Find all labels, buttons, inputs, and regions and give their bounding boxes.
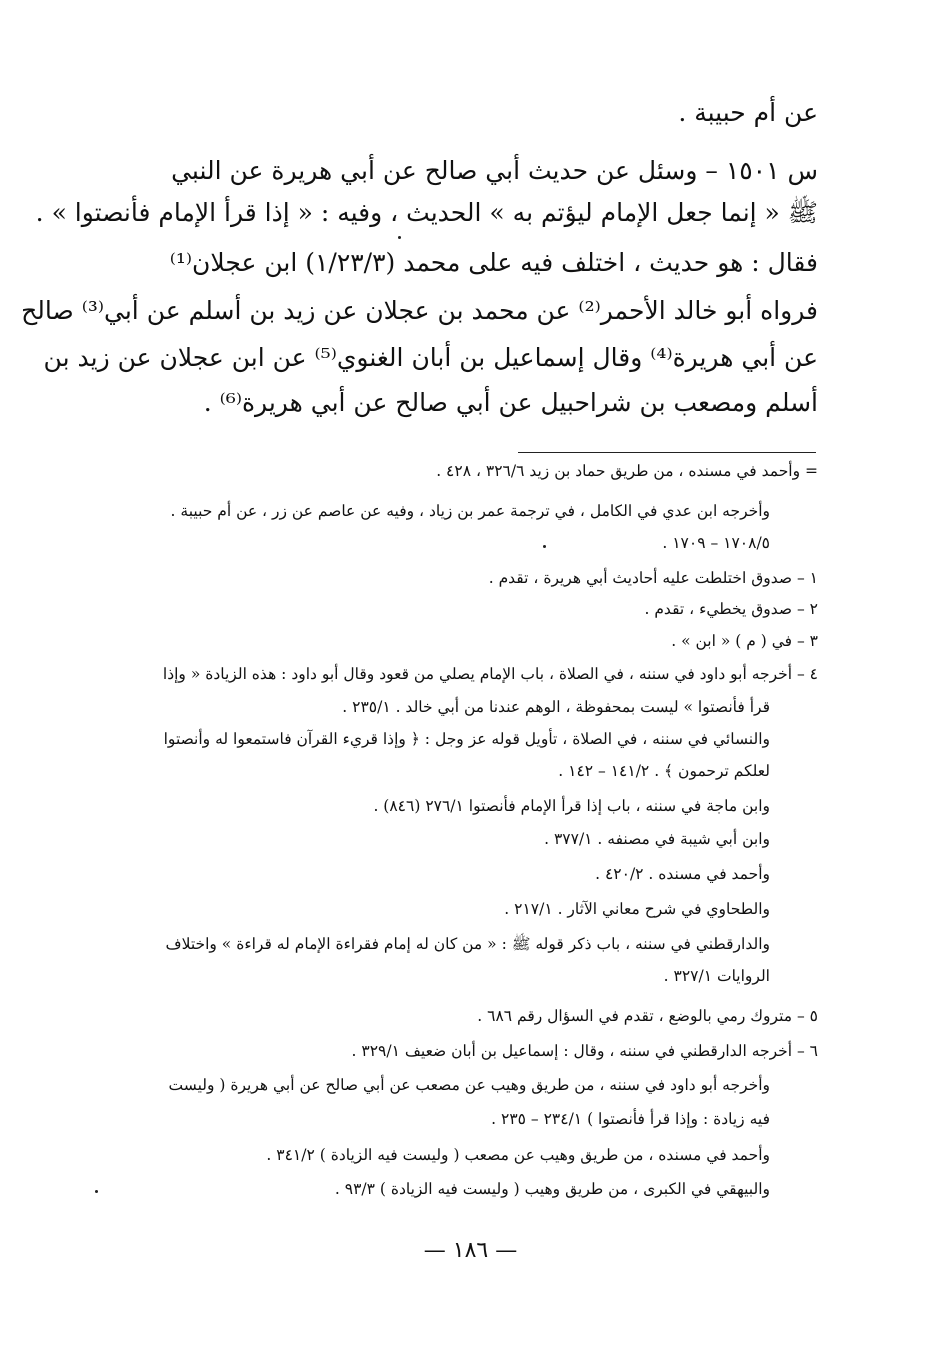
body-line: عن أم حبيبة . bbox=[678, 98, 818, 127]
body-line: فرواه أبو خالد الأحمر⁽²⁾ عن محمد بن عجلان عن زيد بن أسلم عن أبي⁽³⁾ صالح bbox=[21, 296, 818, 325]
footnote-separator bbox=[518, 452, 816, 453]
body-line: فقال : هو حديث ، اختلف فيه على محمد (١/٢٣/٣) ابن عجلان⁽¹⁾ bbox=[169, 248, 818, 277]
footnote-line: ٣ – في ( م ) « ابن » . bbox=[671, 632, 818, 650]
body-line: عن أبي هريرة⁽⁴⁾ وقال إسماعيل بن أبان الغنوي⁽⁵⁾ عن ابن عجلان عن زيد بن bbox=[43, 343, 818, 372]
footnote-line: ٥ – متروك رمي بالوضع ، تقدم في السؤال رقم ٦٨٦ . bbox=[477, 1007, 818, 1025]
footnote-line: والنسائي في سننه ، في الصلاة ، تأويل قوله عز وجل : ﴿ وإذا قريء القرآن فاستمعوا له وأنصتوا bbox=[163, 730, 770, 748]
footnote-line: وابن ماجة في سننه ، باب إذا قرأ الإمام فأنصتوا ٢٧٦/١ (٨٤٦) . bbox=[373, 797, 770, 815]
footnote-line: والطحاوي في شرح معاني الآثار . ٢١٧/١ . bbox=[504, 900, 770, 918]
footnote-line: ١٧٠٨/٥ – ١٧٠٩ . bbox=[662, 534, 770, 552]
footnote-line: لعلكم ترحمون ﴾ . ١٤١/٢ – ١٤٢ . bbox=[558, 762, 770, 780]
body-line: س ١٥٠١ – وسئل عن حديث أبي صالح عن أبي هريرة عن النبي bbox=[171, 156, 818, 185]
print-speck bbox=[95, 1190, 98, 1193]
print-speck bbox=[543, 545, 546, 548]
footnote-line: ١ – صدوق اختلطت عليه أحاديث أبي هريرة ، تقدم . bbox=[488, 569, 818, 587]
footnote-line: ٤ – أخرجه أبو داود في سننه ، في الصلاة ، باب الإمام يصلي من قعود وقال أبو داود : هذه الزيادة « وإذا bbox=[162, 665, 818, 683]
footnote-line: ٢ – صدوق يخطيء ، تقدم . bbox=[644, 600, 818, 618]
footnote-line: قرأ فأنصتوا » ليست بمحفوظة ، الوهم عندنا من أبي خالد . ٢٣٥/١ . bbox=[342, 698, 770, 716]
footnote-line: وابن أبي شيبة في مصنفه . ٣٧٧/١ . bbox=[544, 830, 770, 848]
print-speck bbox=[398, 236, 401, 239]
footnote-line: وأحمد في مسنده ، من طريق وهيب عن مصعب ( وليست فيه الزيادة ) ٣٤١/٢ . bbox=[266, 1146, 770, 1164]
body-line: ﷺ « إنما جعل الإمام ليؤتم به » الحديث ، وفيه : « إذا قرأ الإمام فأنصتوا » . bbox=[35, 198, 818, 227]
footnote-line: = وأحمد في مسنده ، من طريق حماد بن زيد ٣٢٦/٦ ، ٤٢٨ . bbox=[436, 462, 818, 480]
footnote-line: وأخرجه ابن عدي في الكامل ، في ترجمة عمر بن زياد ، وفيه عن عاصم عن زر ، عن أم حبيبة . bbox=[170, 502, 770, 520]
footnote-line: والبيهقي في الكبرى ، من طريق وهيب ( وليست فيه الزيادة ) ٩٣/٣ . bbox=[334, 1180, 770, 1198]
footnote-line: وأخرجه أبو داود في سننه ، من طريق وهيب عن مصعب عن أبي صالح عن أبي هريرة ( وليست bbox=[168, 1076, 770, 1094]
footnote-line: وأحمد في مسنده . ٤٢٠/٢ . bbox=[595, 865, 770, 883]
footnote-line: ٦ – أخرجه الدارقطني في سننه ، وقال : إسماعيل بن أبان ضعيف ٣٢٩/١ . bbox=[351, 1042, 818, 1060]
footnote-line: فيه زيادة : وإذا قرأ فأنصتوا ) ٢٣٤/١ – ٢٣٥ . bbox=[491, 1110, 770, 1128]
page-number: — ١٨٦ — bbox=[423, 1238, 518, 1263]
footnote-line: الروايات ٣٢٧/١ . bbox=[663, 967, 770, 985]
footnote-line: والدارقطني في سننه ، باب ذكر قوله ﷺ : « من كان له إمام فقراءة الإمام له قراءة » واختلاف bbox=[165, 935, 770, 953]
body-line: أسلم ومصعب بن شراحبيل عن أبي صالح عن أبي هريرة⁽⁶⁾ . bbox=[203, 388, 818, 417]
